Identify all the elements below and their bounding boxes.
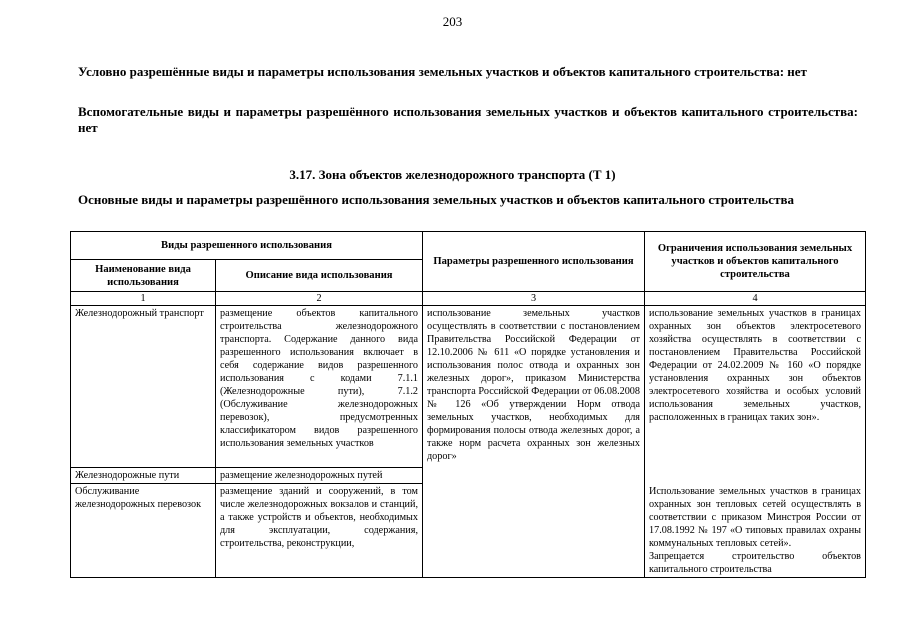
section-title: 3.17. Зона объектов железнодорожного транспорта (Т 1): [289, 167, 616, 182]
col-number: 2: [216, 292, 423, 306]
row-name: Обслуживание железнодорожных перевозок: [71, 484, 216, 578]
auxiliary-uses-paragraph: Вспомогательные виды и параметры разрешённого использования земельных участков и объектов капитального строительства: нет: [78, 104, 858, 135]
main-uses-heading: Основные виды и параметры разрешённого использования земельных участков и объектов капитального строительства: [78, 192, 794, 207]
conditional-uses-paragraph: Условно разрешённые виды и параметры использования земельных участков и объектов капитального строительства: нет: [78, 64, 807, 79]
col-number: 3: [423, 292, 645, 306]
row-description: размещение зданий и сооружений, в том числе железнодорожных вокзалов и станций, а также устройств и объектов, необходимых для эксплуатации, содержания, строительства, реконструкции,: [216, 484, 423, 578]
parameters-cell: использование земельных участков осуществлять в соответствии с постановлением Правительства Российской Федерации от 12.10.2006 № 611 «О порядке установления и использования полос отвода и охранных зон железных дорог», приказом Министерства транспорта Российской Федерации от 06.08.2008 № 126 «Об утверждении Норм отвода земельных участков, необходимых для формирования полосы отвода железных дорог, а также норм расчета охранных зон железных дорог»: [423, 306, 645, 578]
header-types-group: Виды разрешенного использования: [71, 232, 423, 260]
restriction-construction-ban: Запрещается строительство объектов капитального строительства: [649, 550, 861, 575]
header-name: Наименование вида использования: [71, 260, 216, 292]
row-name: Железнодорожный транспорт: [71, 306, 216, 468]
header-description: Описание вида использования: [216, 260, 423, 292]
col-number: 4: [645, 292, 866, 306]
restriction-cell: использование земельных участков в границах охранных зон объектов электросетевого хозяйства осуществлять в соответствии с постановлением Правительства Российской Федерации от 24.02.2009 № 160 «О порядке установления охранных зон объектов электросетевого хозяйства и особых условий использования земельных участков, расположенных в границах таких зон».: [645, 306, 866, 484]
land-use-table: [70, 231, 866, 578]
restriction-heat-networks: Использование земельных участков в границах охранных зон тепловых сетей осуществлять в соответствии с приказом Минстроя России от 17.08.1992 № 197 «О типовых правилах охраны коммунальных тепловых сетей».: [649, 485, 861, 549]
row-description: размещение объектов капитального строительства железнодорожного транспорта. Содержание данного вида разрешенного использования включает в себя содержание видов разрешенного использования с кодами 7.1.1 (Железнодорожные пути), 7.1.2 (Обслуживание железнодорожных перевозок), предусмотренных классификатором видов разрешенного использования земельных участков: [216, 306, 423, 468]
col-number: 1: [71, 292, 216, 306]
restriction-cell: [645, 484, 866, 578]
header-parameters: Параметры разрешенного использования: [423, 232, 645, 292]
page-number: 203: [442, 14, 463, 29]
row-description: размещение железнодорожных путей: [216, 468, 423, 484]
header-restrictions: Ограничения использования земельных участков и объектов капитального строительства: [645, 232, 866, 292]
row-name: Железнодорожные пути: [71, 468, 216, 484]
